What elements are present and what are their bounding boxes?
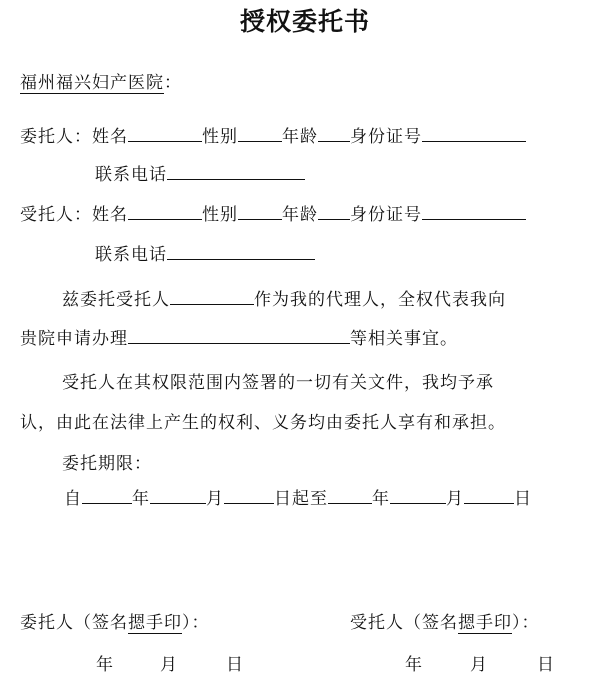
agent-role: 受托人： [20,205,92,225]
principal-sign-month: 月 [160,655,178,675]
authority-line-2: 认，由此在法律上产生的权利、义务均由委托人享有和承担。 [20,413,506,433]
period-label: 委托期限： [62,454,152,474]
end-month-blank[interactable] [390,485,446,504]
agent-phone-line [95,240,315,265]
principal-role: 委托人： [20,127,92,147]
agent-phone-label: 联系电话 [95,245,167,265]
principal-gender-blank[interactable] [238,123,282,142]
agent-gender-blank[interactable] [238,201,282,220]
delegation-text-b: 作为我的代理人，全权代表我向 [254,290,506,310]
principal-sign-text-a: 委托人（签名 [20,613,128,633]
agent-phone-blank[interactable] [167,241,315,260]
document-title: 授权委托书 [239,7,370,36]
start-day-blank[interactable] [224,485,274,504]
agent-age-blank[interactable] [318,201,350,220]
principal-sign-day: 日 [226,655,244,675]
period-month: 月 [206,489,224,509]
delegation-line-1 [62,285,506,310]
agent-sign-day: 日 [537,655,555,675]
delegation-line-2 [20,324,458,349]
principal-sign-year: 年 [96,655,114,675]
principal-sign-text-b: 摁手印 [128,613,182,633]
agent-age-label: 年龄 [282,205,318,225]
principal-phone-blank[interactable] [167,161,305,180]
principal-info-line [20,122,526,147]
agent-id-label: 身份证号 [350,205,422,225]
principal-name-blank[interactable] [128,123,202,142]
agent-id-blank[interactable] [422,201,526,220]
agent-name-blank[interactable] [128,201,202,220]
period-month2: 月 [446,489,464,509]
principal-id-label: 身份证号 [350,127,422,147]
end-day-blank[interactable] [464,485,514,504]
period-year2: 年 [372,489,390,509]
start-year-blank[interactable] [82,485,132,504]
agent-sign-year: 年 [405,655,423,675]
principal-age-label: 年龄 [282,127,318,147]
agent-name-label: 姓名 [92,205,128,225]
period-day-start: 日起至 [274,489,328,509]
delegation-text-a: 兹委托受托人 [62,290,170,310]
agent-info-line [20,200,526,225]
principal-gender-label: 性别 [202,127,238,147]
addressee: 福州福兴妇产医院 [20,73,164,93]
principal-id-blank[interactable] [422,123,526,142]
principal-phone-line [95,160,305,185]
addressee-colon: ： [164,73,182,93]
delegation-text-d: 等相关事宜。 [350,329,458,349]
authority-line-1: 受托人在其权限范围内签署的一切有关文件，我均予承 [62,373,494,393]
start-month-blank[interactable] [150,485,206,504]
matter-blank[interactable] [128,325,350,344]
period-from: 自 [64,489,82,509]
addressee-line [20,68,182,93]
agent-sign-text-a: 受托人（签名 [350,613,458,633]
agent-gender-label: 性别 [202,205,238,225]
agent-sign-text-c: ）： [512,613,540,633]
end-year-blank[interactable] [328,485,372,504]
period-year: 年 [132,489,150,509]
principal-sign-text-c: ）： [182,613,210,633]
agent-sign-text-b: 摁手印 [458,613,512,633]
principal-name-label: 姓名 [92,127,128,147]
agent-sign-month: 月 [470,655,488,675]
agent-name-entrust-blank[interactable] [170,286,254,305]
period-day-end: 日 [514,489,532,509]
delegation-text-c: 贵院申请办理 [20,329,128,349]
agent-signature[interactable] [350,608,540,633]
period-dates-line [64,484,532,509]
principal-age-blank[interactable] [318,123,350,142]
principal-signature[interactable] [20,608,210,633]
principal-phone-label: 联系电话 [95,165,167,185]
